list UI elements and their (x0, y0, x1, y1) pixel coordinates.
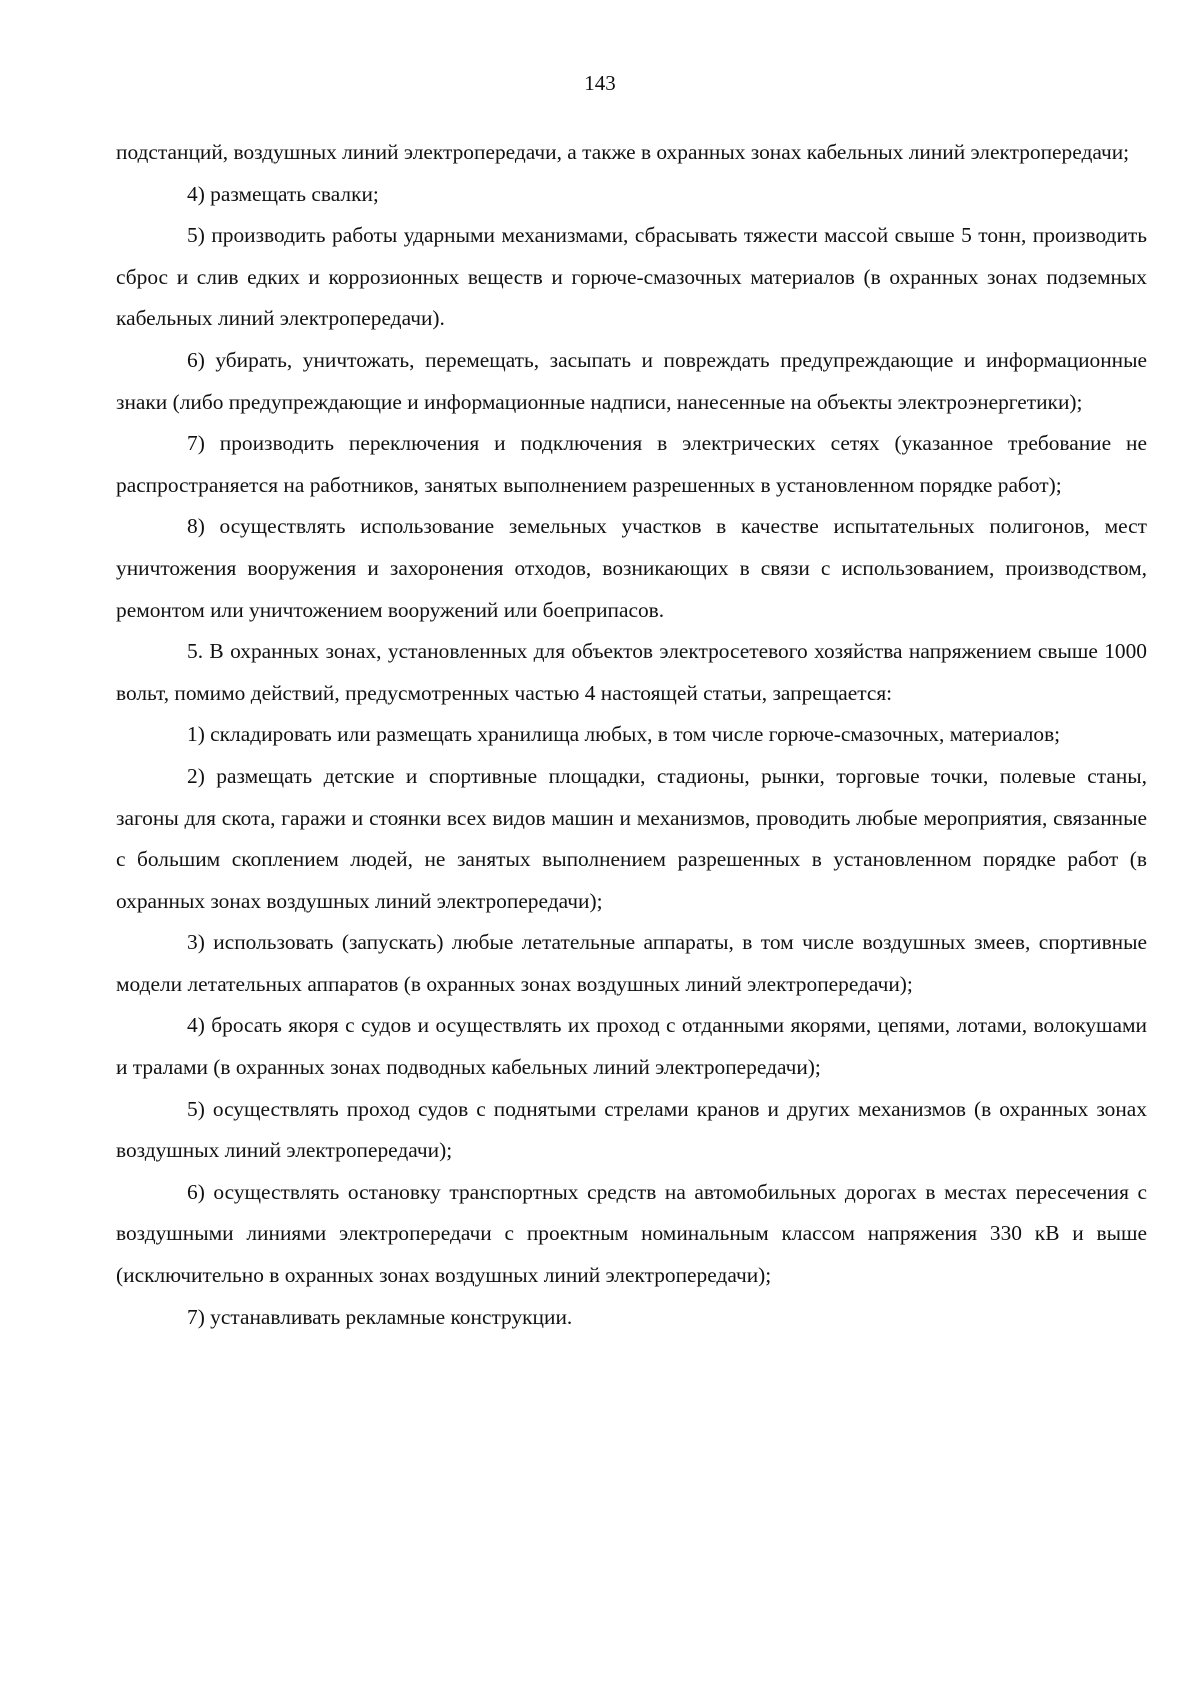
list-item-7-advertising: 7) устанавливать рекламные конструкции. (187, 1304, 573, 1329)
list-item-6-signs: 6) убирать, уничтожать, перемещать, засыпать и повреждать предупреждающие и информационные знаки (либо предупреждающие и информационные надписи, нанесенные на объекты электроэнергетики); (116, 347, 1147, 414)
list-item-6-vehicle-stopping: 6) осуществлять остановку транспортных средств на автомобильных дорогах в местах пересечения с воздушными линиями электропередачи с проектным номинальным классом напряжения 330 кВ и выше (исключительно в охранных зонах воздушных линий электропередачи); (116, 1179, 1147, 1288)
list-item-4-dumps: 4) размещать свалки; (187, 181, 379, 206)
list-item-8-land-use: 8) осуществлять использование земельных участков в качестве испытательных полигонов, мест уничтожения вооружения и захоронения отходов, возникающих в связи с использованием, производством, ремонтом или уничтожением вооружений или боеприпасов. (116, 514, 1147, 622)
list-item-3-aircraft: 3) использовать (запускать) любые летательные аппараты, в том числе воздушных змеев, спортивные модели летательных аппаратов (в охранных зонах воздушных линий электропередачи); (116, 930, 1147, 996)
paragraph-continuation: подстанций, воздушных линий электропередачи, а также в охранных зонах кабельных линий электропередачи; (116, 140, 1130, 164)
list-item-5-impact-work: 5) производить работы ударными механизмами, сбрасывать тяжести массой свыше 5 тонн, производить сброс и слив едких и коррозионных веществ и горюче-смазочных материалов (в охранных зонах подземных кабельных линий электропередачи). (116, 223, 1147, 331)
page-number: 143 (584, 71, 616, 95)
document-body (116, 132, 1147, 1338)
list-item-2-facilities: 2) размещать детские и спортивные площадки, стадионы, рынки, торговые точки, полевые станы, загоны для скота, гаражи и стоянки всех видов машин и механизмов, проводить любые мероприятия, связанные с большим скоплением людей, не занятых выполнением разрешенных в установленном порядке работ (в охранных зонах воздушных линий электропередачи); (116, 763, 1147, 913)
list-item-1-storage: 1) складировать или размещать хранилища любых, в том числе горюче-смазочных, материалов; (187, 722, 1061, 747)
list-item-7-switching: 7) производить переключения и подключения в электрических сетях (указанное требование не распространяется на работников, занятых выполнением разрешенных в установленном порядке работ); (116, 431, 1147, 497)
list-item-5-vessels: 5) осуществлять проход судов с поднятыми стрелами кранов и других механизмов (в охранных зонах воздушных линий электропередачи); (116, 1096, 1147, 1163)
list-item-4-anchors: 4) бросать якоря с судов и осуществлять их проход с отданными якорями, цепями, лотами, волокушами и тралами (в охранных зонах подводных кабельных линий электропередачи); (116, 1013, 1147, 1080)
section-5-heading-paragraph: 5. В охранных зонах, установленных для объектов электросетевого хозяйства напряжением свыше 1000 вольт, помимо действий, предусмотренных частью 4 настоящей статьи, запрещается: (116, 639, 1147, 705)
